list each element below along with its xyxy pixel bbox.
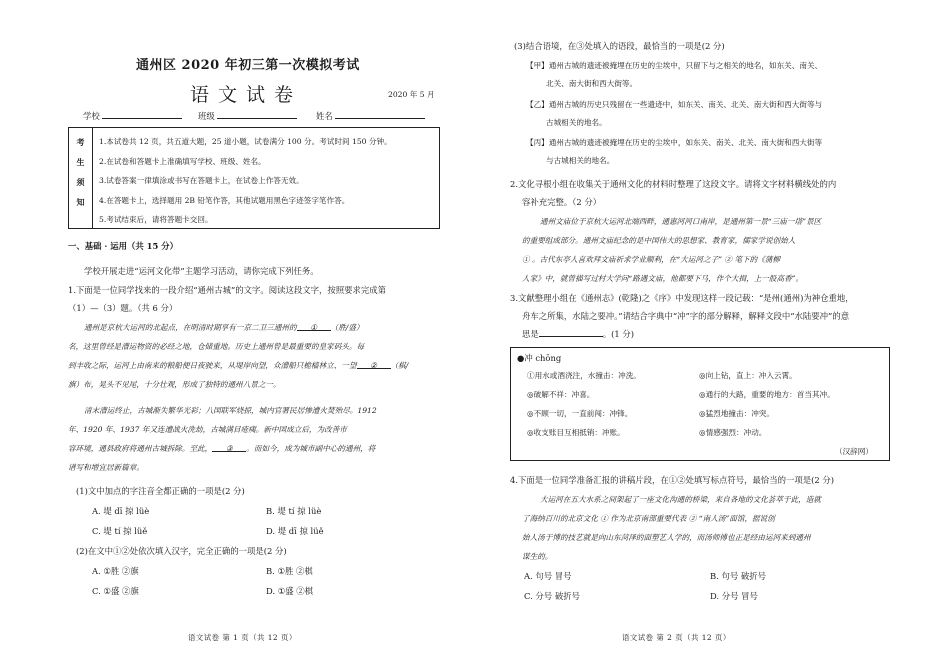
- option-c[interactable]: C. ①盛 ②旗: [92, 586, 139, 596]
- passage-line: 始人汤于博的技艺就是向山东菏泽的面塑艺人学的，而汤师傅也正是经由运河来到通州: [522, 533, 811, 542]
- question-1-3: (3)结合语境，在③处填入的语段，最恰当的一项是(2 分): [514, 41, 725, 51]
- passage-line: 通州是京杭大运河的北起点，在明清时期享有一京二卫三通州的 ① （胜/盛）: [84, 323, 364, 332]
- notice-item: 1.本试卷共 12 页，共五道大题，25 道小题，试卷满分 100 分。考试时间 150 分钟。: [99, 137, 392, 146]
- definition: ◎情感强烈：冲动。: [699, 428, 767, 437]
- option-c[interactable]: C. 堤 tí 掠 lüě: [92, 526, 148, 536]
- class-label: 班级: [198, 111, 215, 121]
- passage-line: 旗）布，晃头不见尾，十分壮观，形成了独特的通州八景之一。: [68, 380, 281, 389]
- blank-3[interactable]: ③: [212, 443, 246, 452]
- page-2: [510, 0, 895, 659]
- question-1-1: (1)文中加点的字注音全都正确的一项是(2 分): [76, 486, 245, 496]
- definition: ◎收支账目互相抵销：冲账。: [527, 428, 625, 437]
- exam-subtitle: 语文试卷: [190, 84, 303, 106]
- dictionary-head: ●冲 chōng: [517, 353, 562, 363]
- option-a[interactable]: A. 句号 冒号: [524, 571, 572, 581]
- exam-date: 2020 年 5 月: [388, 90, 435, 99]
- class-field[interactable]: [198, 110, 297, 122]
- option-d[interactable]: D. ①盛 ②棋: [266, 586, 314, 596]
- definition: ◎通行的大路，重要的地方：首当其冲。: [699, 390, 835, 399]
- option-yi-cont: 古城相关的地名。: [546, 118, 607, 127]
- definition: ◎破解不祥：冲喜。: [527, 390, 595, 399]
- task-intro: 学校开展走进“运河文化带”主题学习活动，请你完成下列任务。: [84, 266, 319, 276]
- blank-2[interactable]: ②: [357, 360, 391, 369]
- name-label: 姓名: [316, 111, 333, 121]
- question-2-stem-2: 容补充完整。（2 分）: [522, 197, 602, 207]
- dictionary-source: （汉辞网）: [835, 447, 873, 456]
- option-jia[interactable]: 【甲】通州古城的遗迹被掩埋在历史的尘埃中，只留下与之相关的地名，如东关、南关、: [526, 61, 823, 70]
- option-a[interactable]: A. ①胜 ②旗: [92, 566, 139, 576]
- question-3-stem-3: 思是 。(1 分): [522, 329, 635, 339]
- passage-line: 谱写和增宜居新篇章。: [68, 463, 144, 472]
- option-d[interactable]: D. 分号 冒号: [710, 591, 758, 601]
- page-footer: 语文试卷 第 1 页（共 12 页）: [188, 633, 297, 642]
- question-2-stem: 2.文化寻根小组在收集关于通州文化的材料时整理了这段文字。请将文字材料横线处的内: [510, 179, 837, 189]
- question-1-stem: 1.下面是一位同学找来的一段介绍“通州古城”的文字。阅读这段文字，按照要求完成第: [68, 285, 387, 295]
- question-1-stem-2: （1）—（3）题。（共 6 分）: [68, 303, 178, 313]
- passage-line: 到丰收之际，运河上由南来的粮船便日夜驶来，从堤岸向望，众漕船只桅樯林立、一望 ② （棋/: [68, 361, 409, 370]
- notice-item: 5.考试结束后，请将答题卡交回。: [99, 215, 213, 224]
- school-field[interactable]: [83, 110, 182, 122]
- notice-item: 2.在试卷和答题卡上准确填写学校、班级、姓名。: [99, 156, 266, 166]
- question-3-stem: 3.文献整理小组在《通州志》(乾隆)之《序》中发现这样一段记载：“是州(通州)为神仓重地，: [510, 293, 854, 303]
- notice-box: [68, 127, 440, 229]
- passage-line: ① 。古代东亭人喜欢拜文庙祈求学业顺利，在“大运河之子” ② 笔下的《蒲柳: [522, 255, 781, 264]
- passage-line: 人家》中，就曾描写过村大学问“路遇文庙，他都要下马，作个大揖，上一股高香”。: [522, 274, 804, 283]
- dictionary-box: [510, 347, 890, 461]
- question-1-2: (2)在文中①②处依次填入汉字，完全正确的一项是(2 分): [76, 546, 287, 556]
- notice-items: [99, 132, 392, 230]
- page-footer: 语文试卷 第 2 页（共 12 页）: [622, 633, 731, 642]
- option-b[interactable]: B. ①胜 ②棋: [266, 566, 313, 576]
- option-yi[interactable]: 【乙】通州古城的历史只残留在一些遗迹中，如东关、南关、北关、南大街和西大街等与: [526, 100, 823, 109]
- passage-line: 了海纳百川的北京文化 ① 作为北京南部重要代表 ② “南人汤”面馆，据说创: [522, 514, 775, 523]
- definition: ◎不顾一切，一直前闯：冲锋。: [527, 409, 633, 418]
- school-label: 学校: [83, 111, 100, 121]
- question-3-stem-2: 舟车之所集，水陆之要冲。”请结合字典中“冲”字的部分解释，解释文段中“水陆要冲”的意: [522, 311, 850, 321]
- passage-line: 通州文庙位于京杭大运河北端西畔，通惠河河口南岸，是通州第一景“三庙一塔”景区: [540, 217, 822, 226]
- name-field[interactable]: [316, 110, 425, 122]
- option-bing[interactable]: 【丙】通州古城的遗迹被掩埋在历史的尘埃中，如东关、南关、北关、南大街和西大街等: [526, 138, 823, 147]
- passage-line: 大运河在五大水系之间架起了一座文化沟通的桥梁，来自各地的文化荟萃于此，造就: [540, 495, 821, 504]
- passage-line: 的重要组成部分。通州文庙纪念的是中国伟大的思想家、教育家，儒家学说创始人: [522, 236, 796, 245]
- option-bing-cont: 与古城相关的地名。: [546, 156, 615, 165]
- question-4-stem: 4.下面是一位同学准备汇报的讲稿片段，在①②处填写标点符号，最恰当的一项是(2 分): [510, 475, 835, 485]
- notice-label: 考 生 须 知: [69, 128, 93, 228]
- answer-blank[interactable]: [539, 328, 603, 337]
- page-1: [58, 0, 438, 659]
- option-jia-cont: 北关、南大街和西大街等。: [546, 79, 638, 88]
- passage-line: 清末漕运终止，古城渐失繁华光彩；八国联军烧掠，城内官署民居惨遭火焚殆尽。1912: [84, 406, 377, 415]
- notice-item: 3.试卷答案一律填涂或书写在答题卡上，在试卷上作答无效。: [99, 176, 304, 185]
- notice-item: 4.在答题卡上，选择题用 2B 铅笔作答，其他试题用黑色字迹签字笔作答。: [99, 195, 350, 205]
- passage-line: 谋生的。: [522, 552, 553, 561]
- passage-line: 年、1920 年、1937 年又连遭战火洗劫，古城满目疮痍。新中国成立后，为改善市: [68, 425, 347, 434]
- definition: ◎向上钻，直上：冲入云霄。: [699, 371, 797, 380]
- option-c[interactable]: C. 分号 破折号: [524, 591, 580, 601]
- option-b[interactable]: B. 堤 tí 掠 lüè: [266, 506, 322, 516]
- exam-title: 通州区 2020 年初三第一次模拟考试: [136, 58, 360, 73]
- definition: ①用水或酒浇注，水撞击：冲洗。: [527, 371, 641, 380]
- option-d[interactable]: D. 堤 dī 掠 lüě: [266, 526, 324, 536]
- passage-line: 名，这里曾经是漕运物资的必经之地，仓储重地。历史上通州曾是最重要的皇家码头。每: [68, 342, 365, 351]
- blank-1[interactable]: ①: [297, 322, 331, 331]
- option-b[interactable]: B. 句号 破折号: [710, 571, 767, 581]
- definition: ◎猛烈地撞击：冲突。: [699, 409, 774, 418]
- bullet-icon: ●: [517, 353, 525, 363]
- passage-line: 容环境，通县政府将通州古城拆除。至此， ③ 。而如今，成为城市副中心的通州，将: [68, 444, 376, 453]
- section-heading: 一、基础 · 运用（共 15 分）: [68, 241, 178, 251]
- option-a[interactable]: A. 堤 dī 掠 lüè: [92, 506, 150, 516]
